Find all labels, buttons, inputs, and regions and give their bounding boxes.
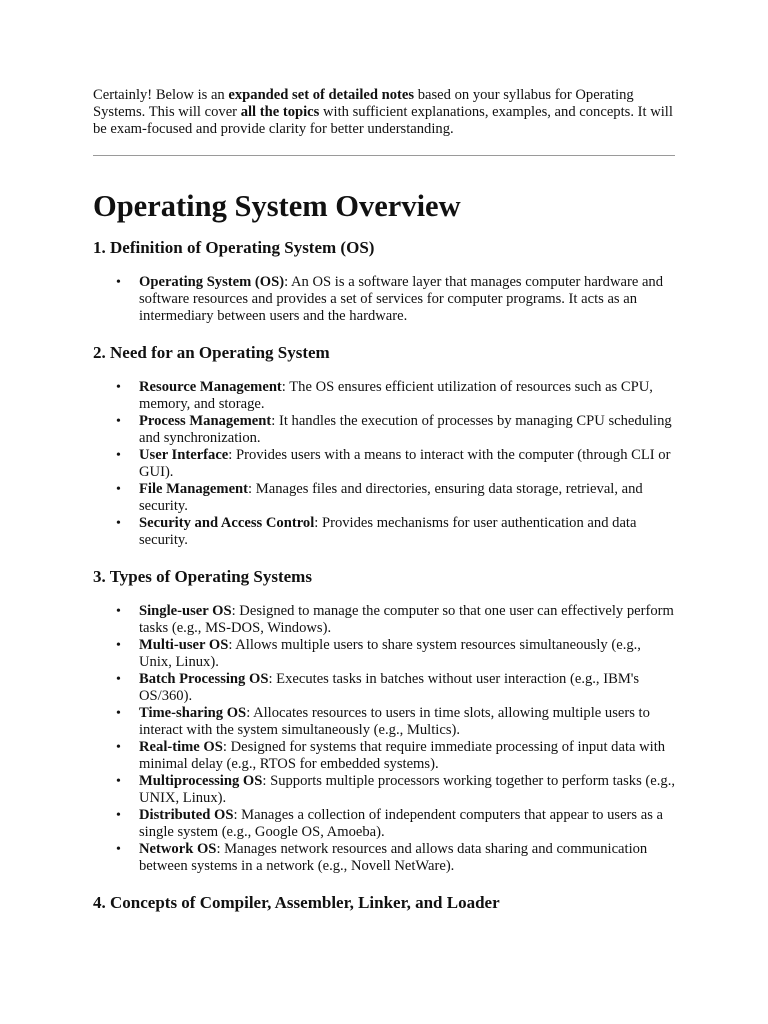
list-item-term: Operating System (OS) — [139, 274, 285, 290]
list-item — [116, 481, 675, 515]
list-item — [116, 413, 675, 447]
list-item-text: : Allows multiple users to share system resources simultaneously (e.g., Unix, Linux). — [139, 637, 641, 670]
list-item-term: Batch Processing OS — [139, 671, 269, 687]
bullet-icon: • — [116, 516, 121, 531]
list-item-term: Time-sharing OS — [139, 705, 247, 721]
bullet-icon: • — [116, 672, 121, 687]
bullet-icon: • — [116, 414, 121, 429]
list-item — [116, 773, 675, 807]
list-item — [116, 807, 675, 841]
list-item — [116, 739, 675, 773]
bullet-icon: • — [116, 808, 121, 823]
list-item-text: : Allocates resources to users in time slots, allowing multiple users to interact with the system simultaneously (e.g., Multics). — [139, 705, 650, 738]
list-item-term: Security and Access Control — [139, 515, 315, 531]
list-item-text: : Manages a collection of independent computers that appear to users as a single system (e.g., Google OS, Amoeba). — [139, 807, 664, 840]
intro-text-1: Certainly! Below is an — [93, 87, 229, 103]
section-heading-need: 2. Need for an Operating System — [93, 343, 330, 362]
list-item-text: : Provides mechanisms for user authentication and data security. — [139, 515, 637, 548]
section-heading-compiler-concepts: 4. Concepts of Compiler, Assembler, Linker, and Loader — [93, 893, 500, 912]
intro-text-2: based on your syllabus for Operating Systems. This will cover — [93, 87, 634, 120]
list-item-text: : Designed to manage the computer so that one user can effectively perform tasks (e.g., MS-DOS, Windows). — [139, 603, 674, 636]
list-item-text: : Manages network resources and allows data sharing and communication between systems in a network (e.g., Novell NetWare). — [139, 841, 648, 874]
bullet-icon: • — [116, 638, 121, 653]
list-item-text: : Designed for systems that require immediate processing of input data with minimal delay (e.g., RTOS for embedded systems). — [139, 739, 666, 772]
intro-bold-1: expanded set of detailed notes — [228, 87, 415, 103]
list-item-text: : An OS is a software layer that manages computer hardware and software resources and provides a set of services for computer programs. It acts as an intermediary between users and the hardware. — [139, 274, 664, 324]
list-item-term: File Management — [139, 481, 249, 497]
types-list — [93, 603, 675, 875]
need-list — [93, 379, 675, 549]
bullet-icon: • — [116, 604, 121, 619]
list-item-text: : Supports multiple processors working together to perform tasks (e.g., UNIX, Linux). — [139, 773, 675, 806]
bullet-icon: • — [116, 706, 121, 721]
list-item-term: Resource Management — [139, 379, 282, 395]
list-item-text: : The OS ensures efficient utilization of resources such as CPU, memory, and storage. — [139, 379, 653, 412]
list-item — [116, 515, 675, 549]
list-item-text: : Provides users with a means to interact with the computer (through CLI or GUI). — [139, 447, 671, 480]
list-item — [116, 379, 675, 413]
horizontal-divider — [93, 155, 675, 156]
list-item-term: Multi-user OS — [139, 637, 229, 653]
intro-text-3: with sufficient explanations, examples, and concepts. It will be exam-focused and provide clarity for better understanding. — [93, 104, 673, 137]
bullet-icon: • — [116, 774, 121, 789]
list-item — [116, 705, 675, 739]
list-item — [116, 841, 675, 875]
list-item-text: : Manages files and directories, ensuring data storage, retrieval, and security. — [139, 481, 643, 514]
list-item-term: Multiprocessing OS — [139, 773, 263, 789]
list-item-term: Single-user OS — [139, 603, 232, 619]
list-item — [116, 447, 675, 481]
definition-list — [93, 274, 675, 325]
section-heading-types: 3. Types of Operating Systems — [93, 567, 312, 586]
section-heading-definition: 1. Definition of Operating System (OS) — [93, 238, 375, 257]
intro-bold-2: all the topics — [240, 104, 320, 120]
page-title: Operating System Overview — [93, 189, 461, 223]
list-item-term: Distributed OS — [139, 807, 234, 823]
list-item-text: : It handles the execution of processes by managing CPU scheduling and synchronization. — [139, 413, 672, 446]
list-item — [116, 603, 675, 637]
list-item-text: : Executes tasks in batches without user interaction (e.g., IBM's OS/360). — [139, 671, 640, 704]
list-item-term: User Interface — [139, 447, 229, 463]
bullet-icon: • — [116, 842, 121, 857]
list-item — [116, 637, 675, 671]
list-item — [116, 671, 675, 705]
bullet-icon: • — [116, 380, 121, 395]
list-item — [116, 274, 675, 325]
bullet-icon: • — [116, 448, 121, 463]
list-item-term: Real-time OS — [139, 739, 223, 755]
bullet-icon: • — [116, 275, 121, 290]
intro-paragraph — [93, 87, 675, 138]
list-item-term: Network OS — [139, 841, 217, 857]
bullet-icon: • — [116, 482, 121, 497]
bullet-icon: • — [116, 740, 121, 755]
list-item-term: Process Management — [139, 413, 272, 429]
